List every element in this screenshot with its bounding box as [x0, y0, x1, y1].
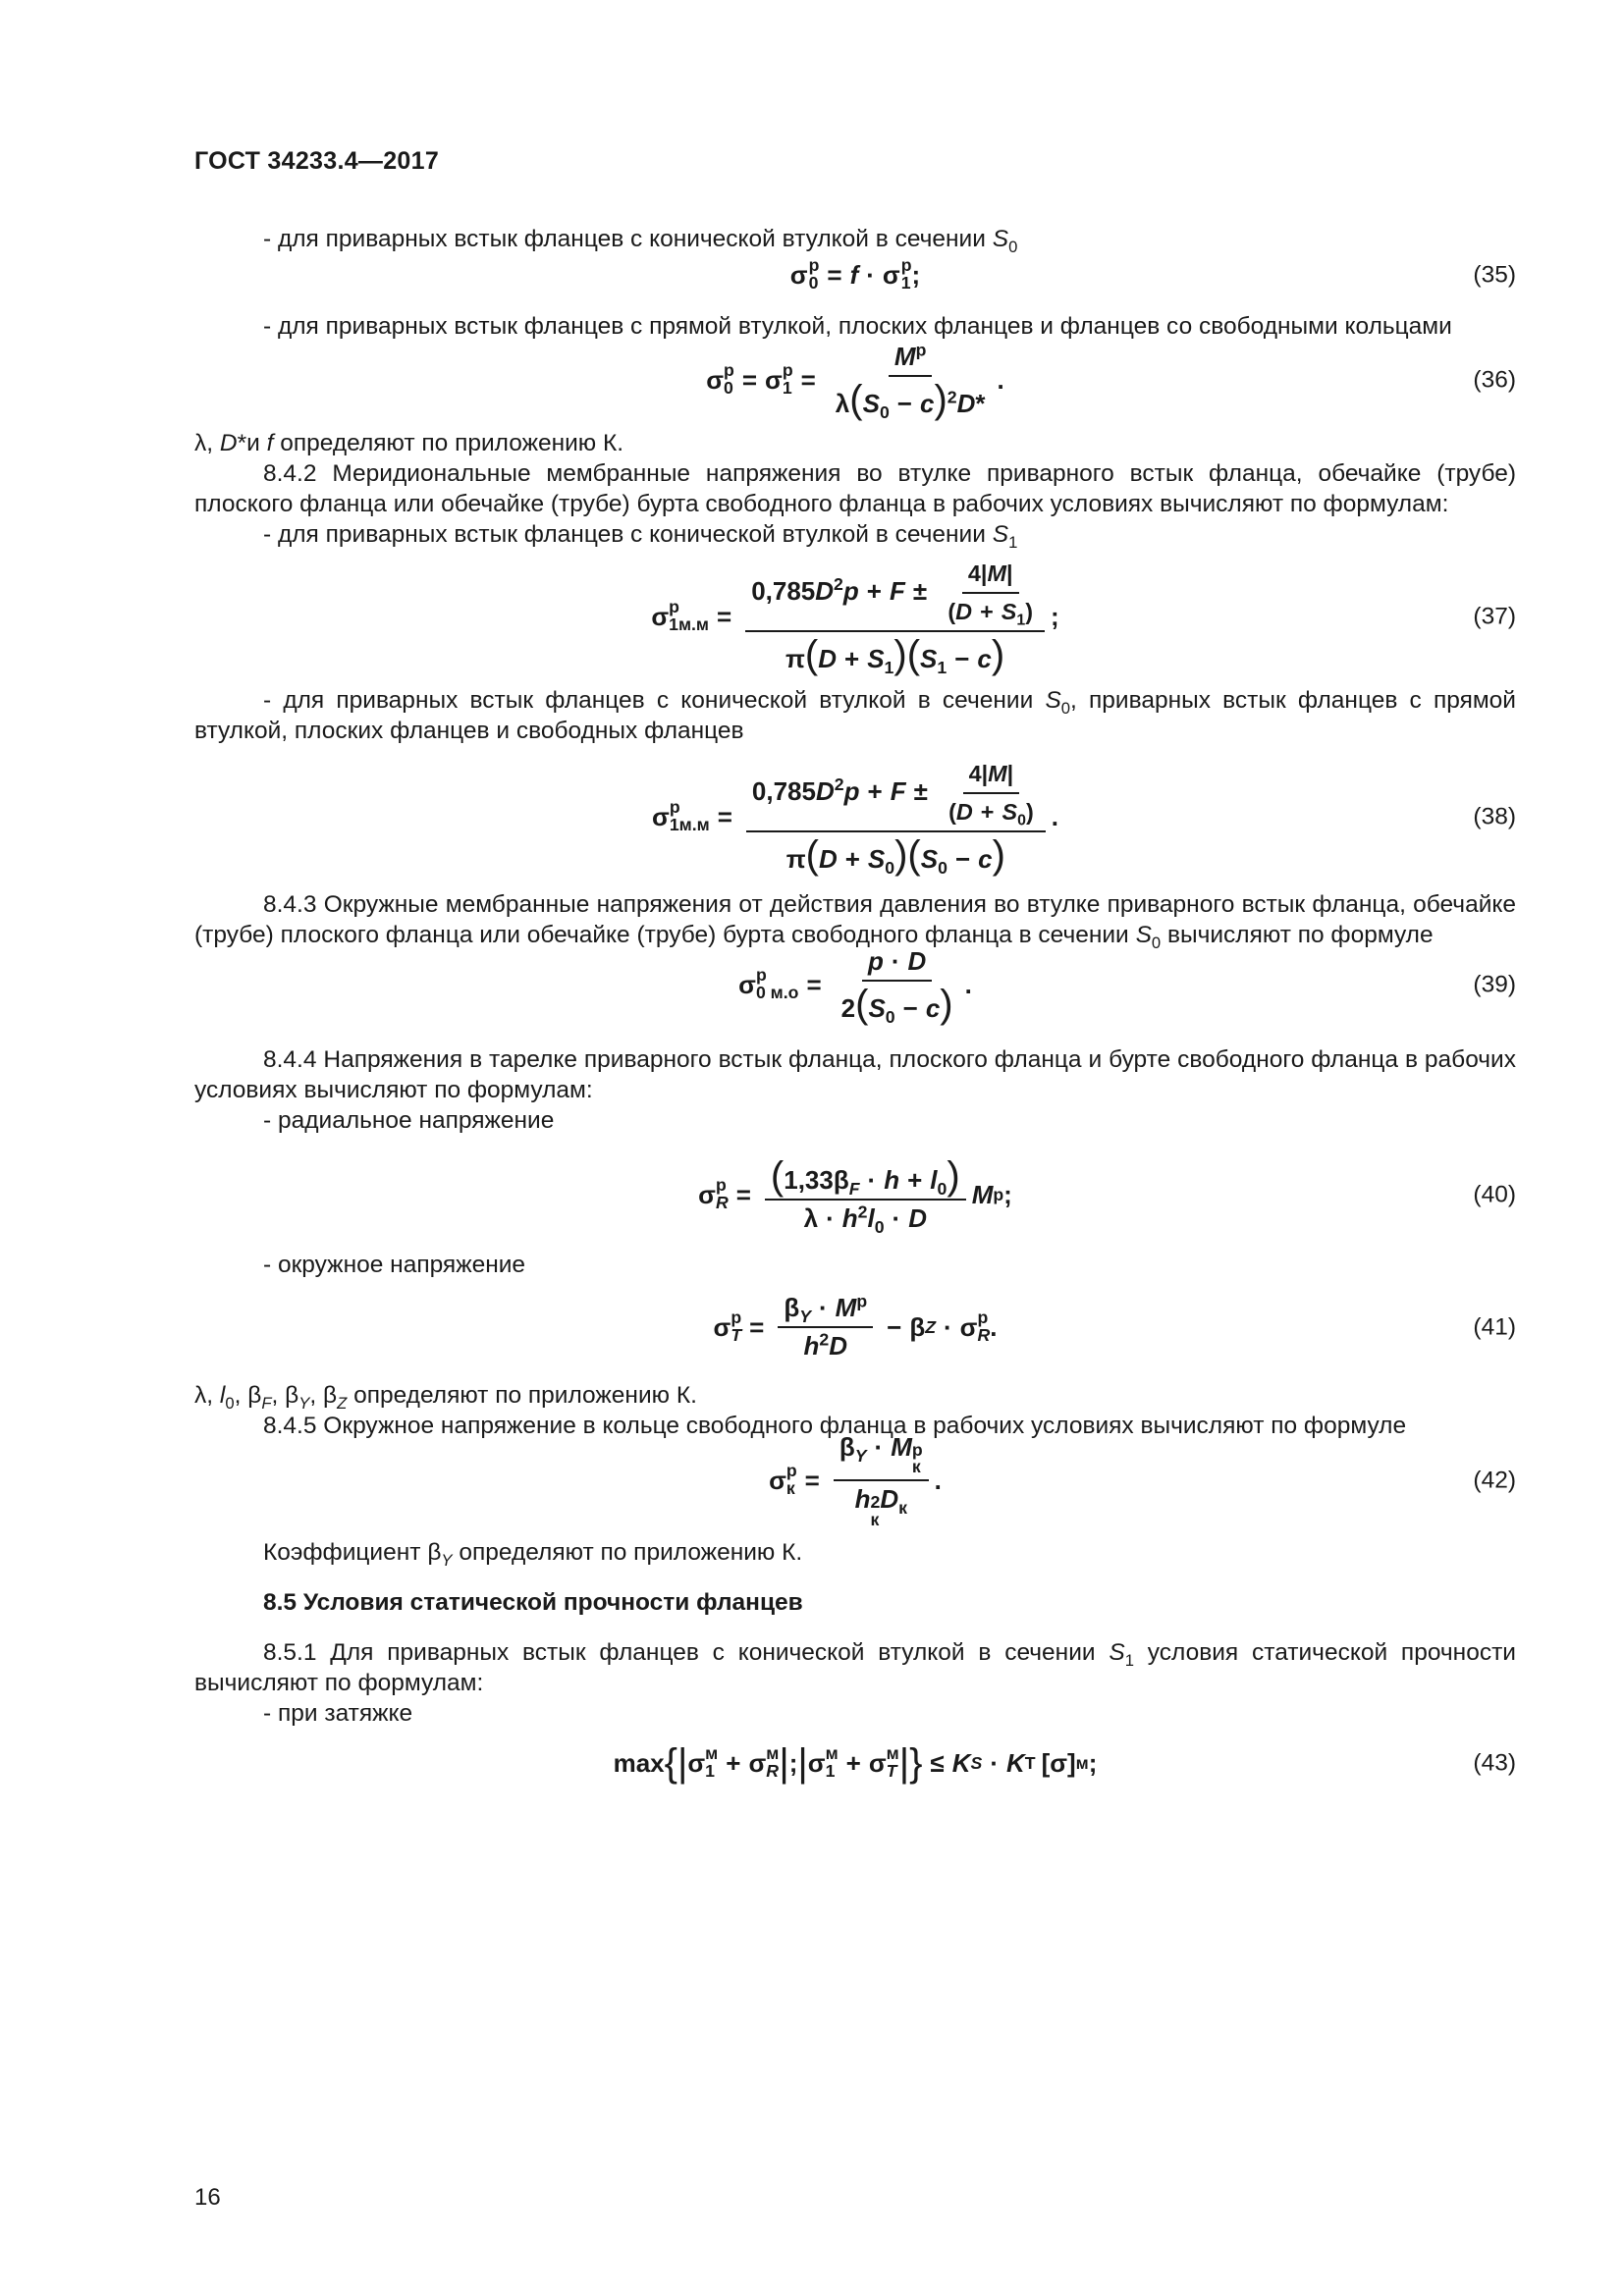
paragraph: λ, $l_0$, $\beta_F$, $\beta_Y$, $\beta_Z$ определяют по приложению К.: [194, 1382, 697, 1413]
equation-42: σ p к = $\beta_Y \cdot M$ p к h 2 к $D_к$ . (42): [769, 1431, 1516, 1529]
paragraph: - окружное напряжение: [263, 1252, 526, 1278]
equation-40: σ p R = $\frac{(1,33\beta_F \cdot h + l_0)}{\lambda \cdot h^2l_0 \cdot D}$ M p ; (40): [698, 1153, 1516, 1237]
paragraph: - радиальное напряжение: [263, 1107, 555, 1134]
equation-number: (38): [1473, 803, 1516, 830]
equation-39: σ p 0 м.о = $\frac{p \cdot D}{2(S_0 - c)}$ . (39): [738, 945, 1516, 1027]
equation-38: σ p 1м.м = $0,785D^2p + F$ ± $\frac{4|M|}{(D + S_0)}$ $\pi(D + S_0)(S_0 - c)$ . (38): [652, 761, 1516, 879]
page-number: 16: [194, 2184, 221, 2211]
paragraph: 8.4.2 Меридиональные мембранные напряжения во втулке приварного встык фланца, обечайке (трубе) плоского фланца или обечайке (трубе) бурта свободного фланца в рабочих условиях вычисляют по формулам:: [194, 460, 1516, 517]
equation-number: (40): [1473, 1181, 1516, 1208]
paragraph: 8.5.1 Для приварных встык фланцев с конической втулкой в сечении $S_1$ условия статической прочности вычисляют по формулам:: [194, 1639, 1516, 1696]
equation-35: σ p 0 = f · σ p 1 ; (35): [789, 255, 1516, 293]
equation-number: (36): [1473, 366, 1516, 394]
equation-number: (35): [1473, 261, 1516, 289]
paragraph: 8.4.4 Напряжения в тарелке приварного встык фланца, плоского фланца и бурте свободного фланца в рабочих условиях вычисляют по формулам:: [194, 1046, 1516, 1103]
page-content: [194, 224, 1516, 1793]
paragraph: 8.4.3 Окружные мембранные напряжения от действия давления во втулке приварного встык фланца, обечайке (трубе) плоского фланца или обечайке (трубе) бурта свободного фланца в сечении $S_0$ вычисляют по формуле: [194, 891, 1516, 952]
paragraph: - при затяжке: [263, 1700, 413, 1727]
equation-41: σ p T = $\frac{\beta_Y \cdot M^p}{h^2D}$ − β Z · σ p R . (41): [713, 1291, 1516, 1361]
paragraph: 8.4.5 Окружное напряжение в кольце свободного фланца в рабочих условиях вычисляют по формуле: [263, 1413, 1407, 1439]
paragraph: - для приварных встык фланцев с конической втулкой в сечении $S_0$: [263, 226, 1018, 256]
equation-number: (41): [1473, 1313, 1516, 1341]
paragraph: - для приварных встык фланцев с конической втулкой в сечении $S_1$: [263, 521, 1018, 552]
equation-number: (39): [1473, 971, 1516, 998]
document-header: ГОСТ 34233.4—2017: [194, 147, 440, 175]
equation-37: σ p 1м.м = $0,785D^2p + F$ ± $\frac{4|M|}{(D + S_1)}$ $\pi(D + S_1)(S_1 - c)$ ; (37): [651, 561, 1516, 678]
paragraph: - для приварных встык фланцев с конической втулкой в сечении $S_0$, приварных встык фланцев с прямой втулкой, плоских фланцев и свободных фланцев: [194, 687, 1516, 744]
equation-number: (37): [1473, 603, 1516, 630]
equation-number: (43): [1473, 1749, 1516, 1777]
section-title: 8.5 Условия статической прочности фланцев: [263, 1589, 803, 1616]
equation-36: σ p 0 = σ p 1 = $\frac{M^p}{\lambda(S_0 - c)^2D*}$ . (36): [706, 339, 1516, 422]
paragraph: λ, D*и f определяют по приложению К.: [194, 430, 624, 456]
equation-43: max { | σ м 1 + σ м R | ; | σ м 1 + σ м T | } ≤ K S · K T [σ] м ; (43): [613, 1741, 1516, 1785]
paragraph: - для приварных встык фланцев с прямой втулкой, плоских фланцев и фланцев со свободными кольцами: [263, 313, 1452, 340]
paragraph: Коэффициент $\beta_Y$ определяют по приложению К.: [263, 1539, 803, 1570]
equation-number: (42): [1473, 1467, 1516, 1494]
